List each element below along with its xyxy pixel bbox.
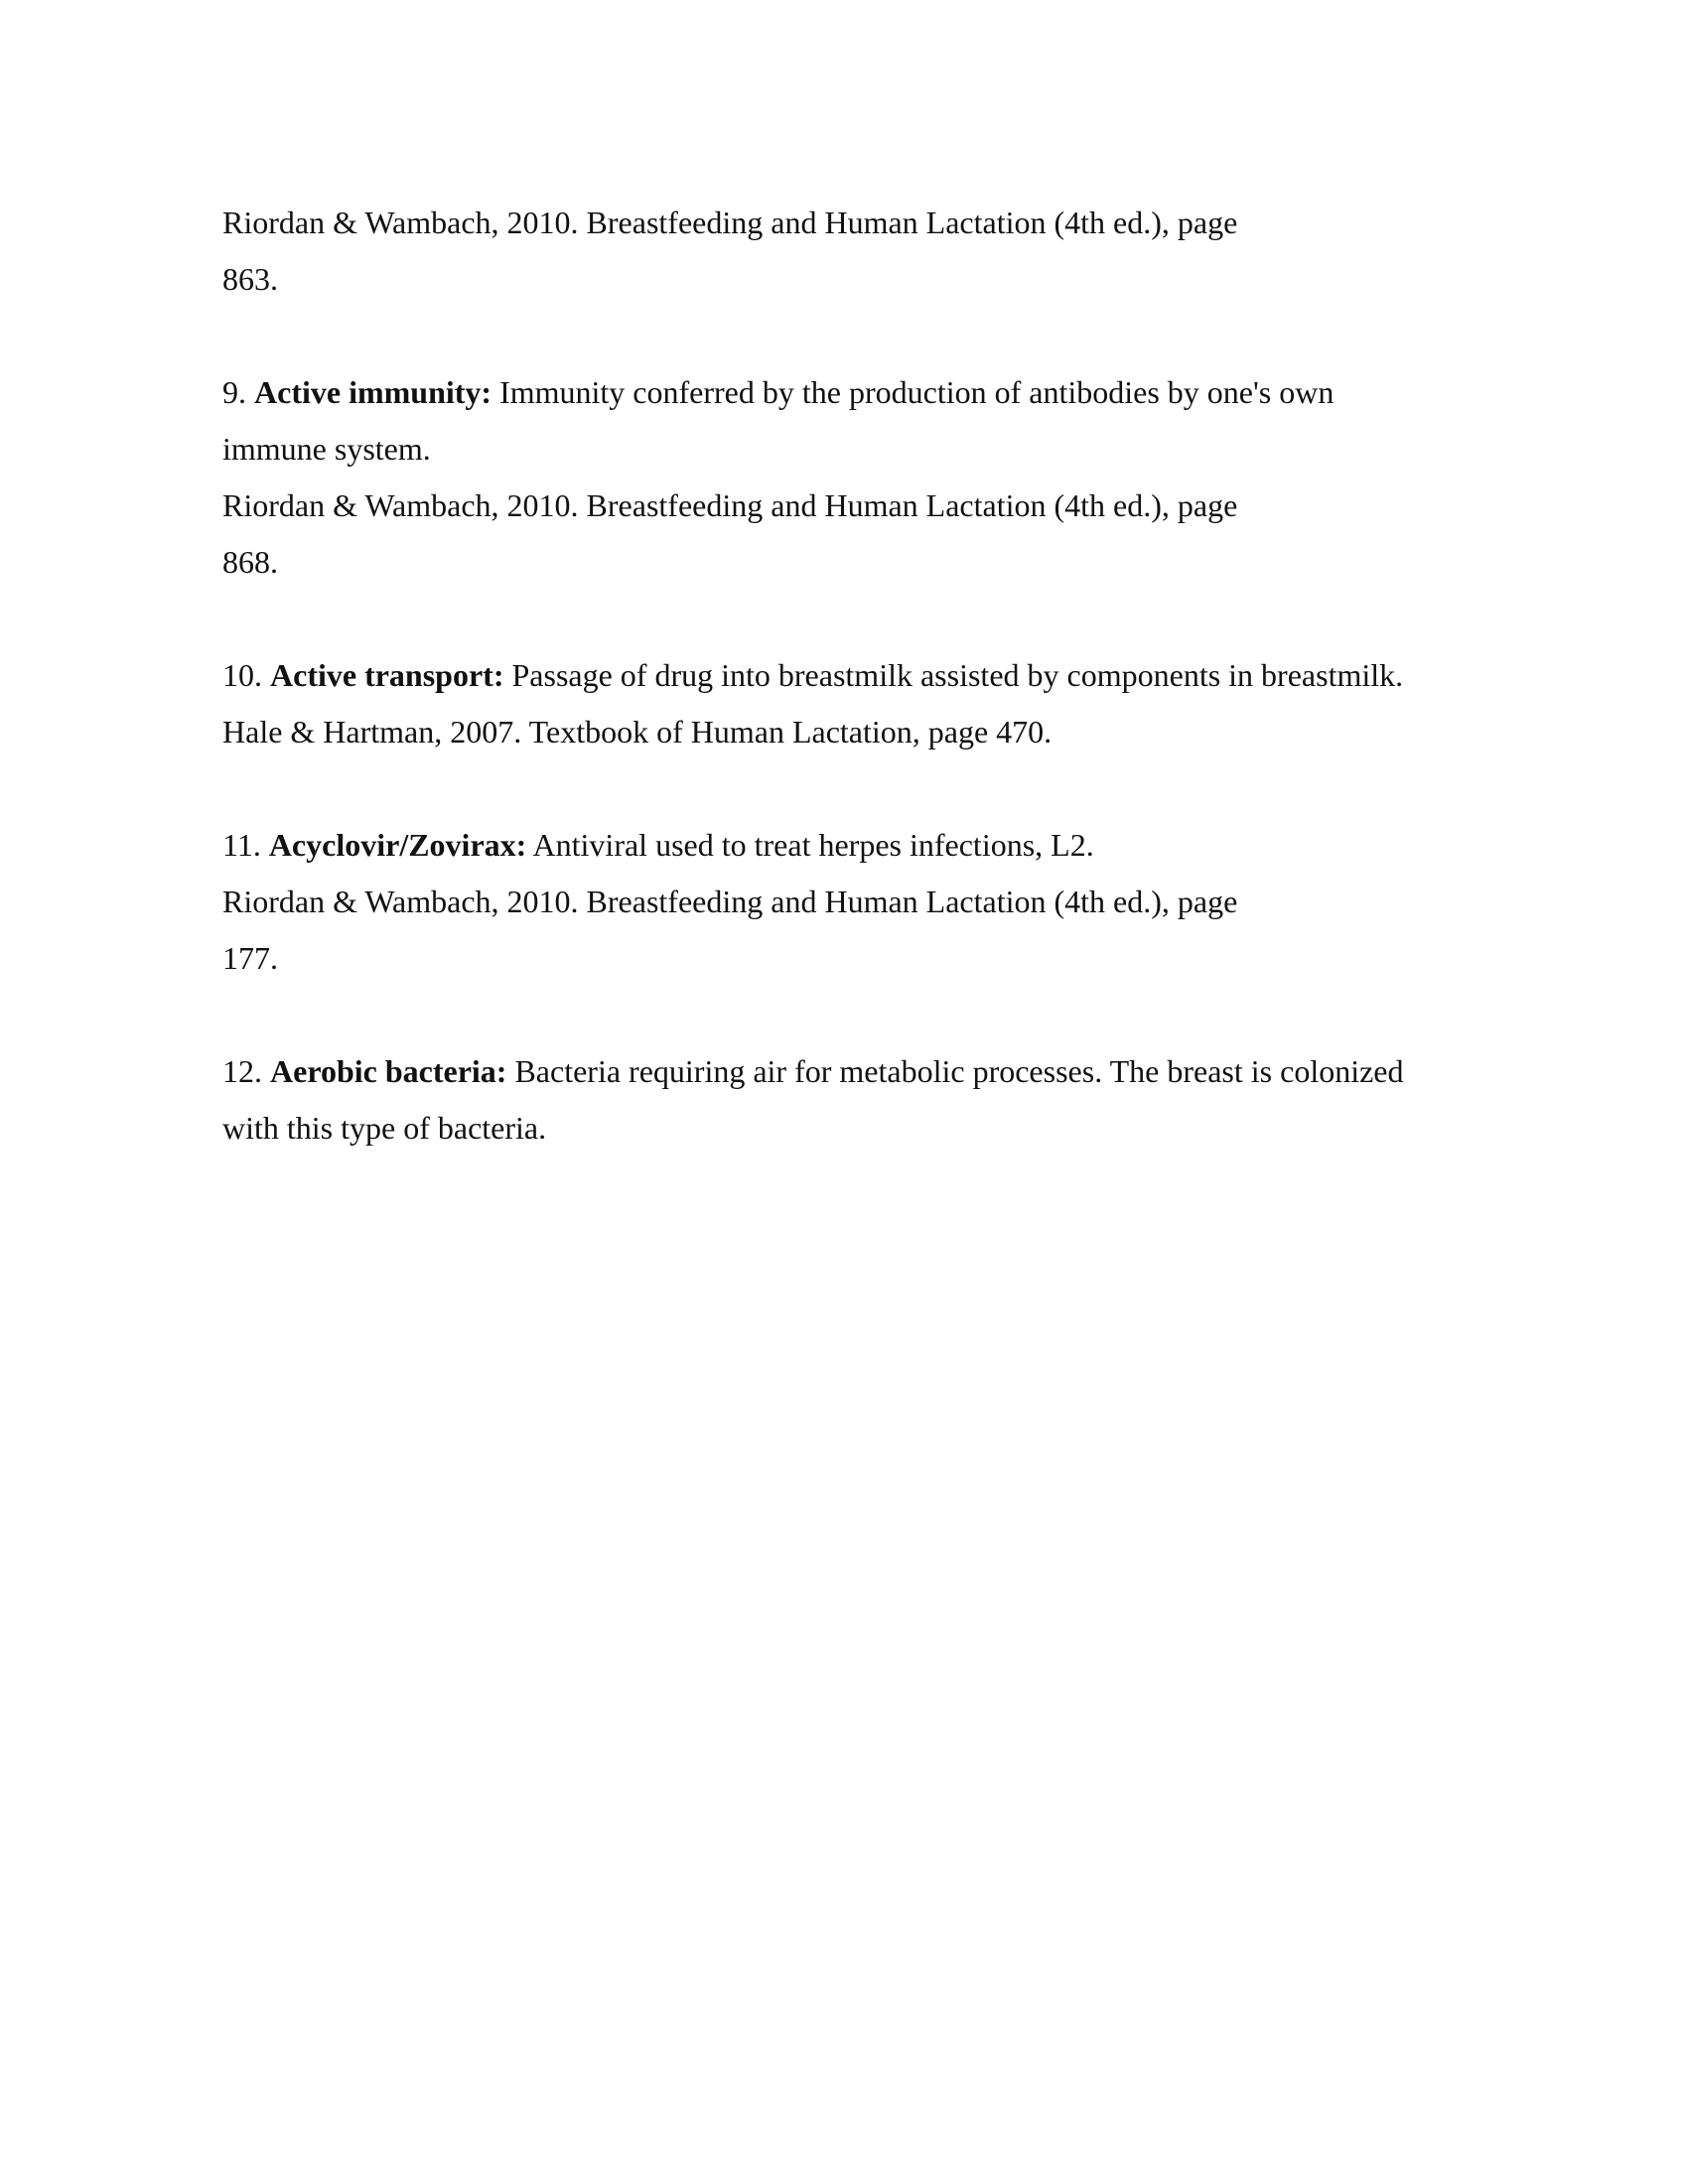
entry-number: 9. [222, 374, 246, 410]
entry-term: Aerobic bacteria: [270, 1053, 507, 1089]
entry-term: Active transport: [270, 657, 504, 693]
citation-line: Riordan & Wambach, 2010. Breastfeeding and Human Lactation (4th ed.), page [222, 884, 1238, 919]
entry-definition: Immunity conferred by the production of antibodies by one's own [499, 374, 1335, 410]
citation-line: 177. [222, 940, 278, 976]
citation-line: Riordan & Wambach, 2010. Breastfeeding and Human Lactation (4th ed.), page [222, 205, 1238, 240]
entry-definition: Bacteria requiring air for metabolic processes. The breast is colonized [514, 1053, 1404, 1089]
glossary-content [222, 195, 1493, 1157]
citation-line: 868. [222, 544, 278, 580]
citation-line: Riordan & Wambach, 2010. Breastfeeding and Human Lactation (4th ed.), page [222, 487, 1238, 523]
spacer [222, 591, 1493, 647]
citation-line: Hale & Hartman, 2007. Textbook of Human Lactation, page 470. [222, 714, 1053, 750]
citation-line: 863. [222, 261, 278, 297]
definition-line [222, 364, 1493, 421]
entry-definition: Passage of drug into breastmilk assisted by components in breastmilk. [511, 657, 1404, 693]
definition-line: immune system. [222, 431, 431, 467]
entry-term: Active immunity: [254, 374, 492, 410]
spacer [222, 987, 1493, 1043]
definition-line [222, 1043, 1493, 1100]
definition-line: with this type of bacteria. [222, 1110, 547, 1146]
entry-number: 11. [222, 827, 261, 863]
glossary-entry-12 [222, 1043, 1493, 1157]
entry-number: 10. [222, 657, 262, 693]
continuation-citation [222, 195, 1493, 308]
entry-term: Acyclovir/Zovirax: [268, 827, 527, 863]
entry-number: 12. [222, 1053, 262, 1089]
definition-line [222, 817, 1493, 874]
glossary-entry-11 [222, 817, 1493, 987]
spacer [222, 760, 1493, 817]
entry-definition: Antiviral used to treat herpes infections, L2. [532, 827, 1094, 863]
glossary-entry-10 [222, 647, 1493, 760]
glossary-entry-9 [222, 364, 1493, 591]
definition-line [222, 647, 1493, 704]
spacer [222, 308, 1493, 364]
